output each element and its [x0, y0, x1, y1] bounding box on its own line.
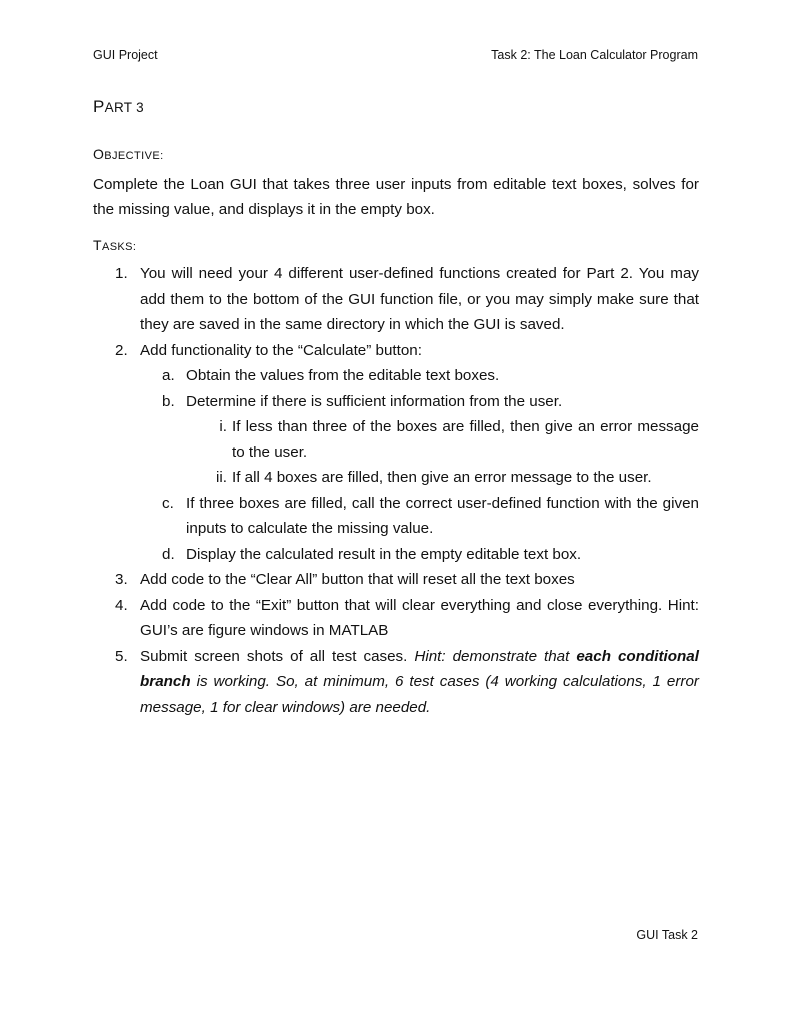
- hint-text: is working. So, at minimum, 6 test cases (4 working calculations, 1 error message, 1 for clear windows) are needed.: [140, 673, 699, 716]
- item-number: b.: [162, 392, 175, 410]
- item-text: Display the calculated result in the empty editable text box.: [186, 545, 582, 563]
- item-number: 3.: [115, 571, 128, 588]
- list-item: [93, 261, 699, 338]
- list-item: [93, 567, 699, 593]
- list-item: [93, 338, 699, 364]
- list-item: [93, 491, 699, 542]
- item-text: Submit screen shots of all test cases.: [140, 647, 408, 665]
- footer: GUI Task 2: [636, 928, 698, 942]
- hint-emphasis: each conditional branch: [140, 647, 699, 690]
- list-item: [93, 363, 699, 389]
- hint-text: Hint: demonstrate that: [414, 647, 570, 665]
- item-number: ii.: [216, 469, 227, 486]
- list-item: [93, 414, 699, 465]
- item-number: i.: [219, 418, 227, 435]
- item-number: 5.: [115, 647, 128, 665]
- item-text: Determine if there is sufficient information from the user.: [186, 392, 563, 410]
- list-item: [93, 389, 699, 415]
- item-text: If all 4 boxes are filled, then give an error message to the user.: [232, 469, 652, 486]
- list-item: [93, 593, 699, 644]
- part-title: PART 3: [93, 97, 144, 116]
- tasks-label: TASKS:: [93, 237, 137, 253]
- header-left: GUI Project: [93, 48, 158, 62]
- item-number: c.: [162, 494, 174, 512]
- item-text: Obtain the values from the editable text boxes.: [186, 367, 500, 384]
- list-item: [93, 465, 699, 491]
- list-item: [93, 542, 699, 568]
- item-number: d.: [162, 545, 175, 563]
- item-number: 1.: [115, 265, 128, 282]
- item-text: Add functionality to the “Calculate” button:: [140, 341, 422, 359]
- item-text: If three boxes are filled, call the correct user-defined function with the given inputs to calculate the missing value.: [186, 494, 699, 537]
- objective-label: OBJECTIVE:: [93, 146, 164, 162]
- item-number: 4.: [115, 596, 128, 614]
- item-text: You will need your 4 different user-defined functions created for Part 2. You may add them to the bottom of the GUI function file, or you may simply make sure that they are saved in the same directory in which the GUI is saved.: [140, 265, 699, 333]
- item-text: Add code to the “Exit” button that will clear everything and close everything. Hint: GUI’s are figure windows in MATLAB: [140, 596, 699, 639]
- task-list: [93, 261, 699, 720]
- item-number: 2.: [115, 341, 128, 359]
- list-item: [93, 644, 699, 721]
- objective-text: Complete the Loan GUI that takes three user inputs from editable text boxes, solves for the missing value, and displays it in the empty box.: [93, 176, 699, 218]
- header-right: Task 2: The Loan Calculator Program: [491, 48, 698, 62]
- item-text: Add code to the “Clear All” button that will reset all the text boxes: [140, 571, 575, 588]
- item-number: a.: [162, 367, 175, 384]
- item-text: If less than three of the boxes are filled, then give an error message to the user.: [232, 418, 699, 461]
